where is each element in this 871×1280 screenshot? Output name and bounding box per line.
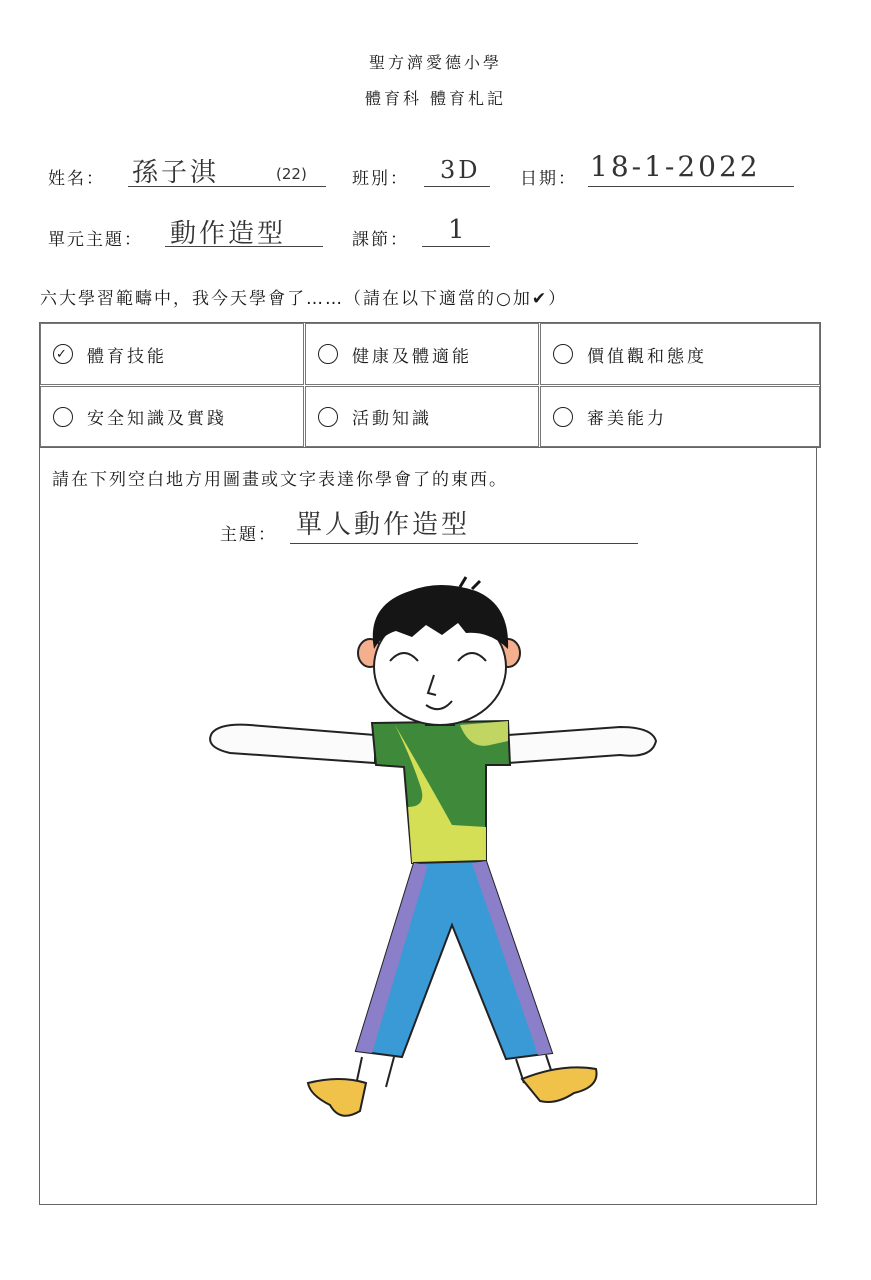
class-underline xyxy=(424,186,490,187)
area-label: 審美能力 xyxy=(587,409,667,429)
checkbox-circle-icon[interactable] xyxy=(53,407,73,427)
name-underline xyxy=(128,186,326,187)
topic-underline xyxy=(290,543,638,544)
date-underline xyxy=(588,186,794,187)
area-cell-pe-skills[interactable] xyxy=(40,323,304,385)
school-name: 聖方濟愛德小學 xyxy=(368,53,502,72)
area-cell-health-fitness[interactable] xyxy=(305,323,539,385)
name-label: 姓名： xyxy=(48,169,105,189)
checkbox-circle-icon[interactable] xyxy=(553,407,573,427)
class-label: 班別： xyxy=(352,169,409,189)
area-cell-values-attitudes[interactable] xyxy=(540,323,820,385)
area-cell-safety[interactable] xyxy=(40,386,304,447)
hair-tuft xyxy=(460,577,480,589)
unit-underline xyxy=(165,246,323,247)
learning-areas-prompt: 六大學習範疇中，我今天學會了……（請在以下適當的○加✔） xyxy=(40,289,568,309)
topic-label: 主題： xyxy=(220,525,277,545)
date-value: 18-1-2022 xyxy=(590,150,761,183)
lesson-label: 課節： xyxy=(352,230,409,250)
area-cell-activity-knowledge[interactable] xyxy=(305,386,539,447)
name-value: 孫子淇 xyxy=(132,158,220,188)
worksheet-subject: 體育科 體育札記 xyxy=(364,89,507,108)
left-shoe xyxy=(308,1079,366,1116)
learning-areas-grid xyxy=(39,322,821,448)
class-value: 3D xyxy=(440,156,481,184)
area-label: 體育技能 xyxy=(87,346,167,367)
area-label: 安全知識及實踐 xyxy=(87,409,227,429)
checkbox-circle-checked-icon[interactable] xyxy=(53,344,73,364)
right-shoe xyxy=(522,1067,597,1102)
checkbox-circle-icon[interactable] xyxy=(318,344,338,364)
area-cell-aesthetics[interactable] xyxy=(540,386,820,447)
drawing-instruction: 請在下列空白地方用圖畫或文字表達你學會了的東西。 xyxy=(52,470,508,490)
checkbox-circle-icon[interactable] xyxy=(553,344,573,364)
check-mark-icon: ✓ xyxy=(56,346,70,362)
area-label: 價值觀和態度 xyxy=(587,346,707,367)
unit-label: 單元主題： xyxy=(48,230,143,250)
student-number: (22) xyxy=(276,165,307,183)
topic-value: 單人動作造型 xyxy=(296,510,471,540)
lesson-underline xyxy=(422,246,490,247)
date-label: 日期： xyxy=(520,169,577,189)
lesson-value: 1 xyxy=(448,215,468,245)
checkbox-circle-icon[interactable] xyxy=(318,407,338,427)
right-arm xyxy=(508,727,656,763)
area-label: 健康及體適能 xyxy=(352,346,472,367)
student-drawing-boy xyxy=(190,575,670,1135)
left-arm xyxy=(210,725,375,763)
unit-value: 動作造型 xyxy=(170,219,287,249)
area-label: 活動知識 xyxy=(352,409,432,429)
